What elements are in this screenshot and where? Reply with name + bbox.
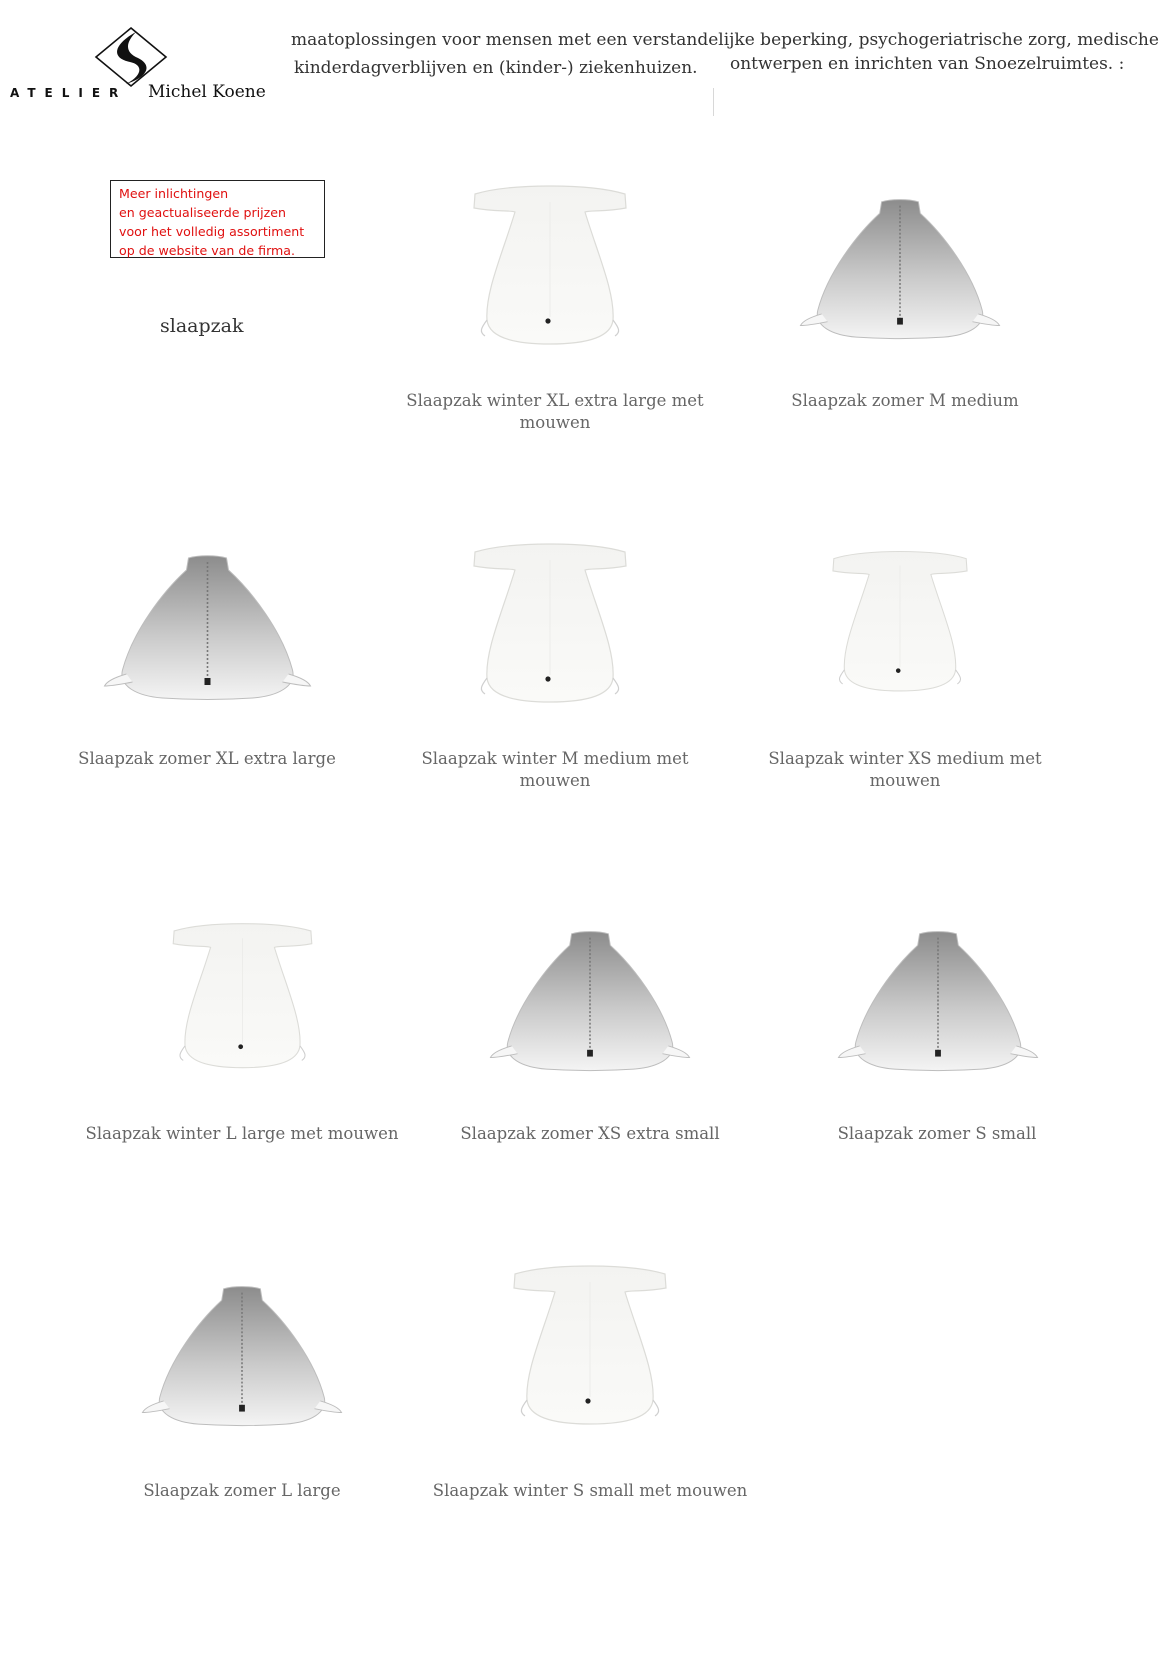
product-image-5[interactable] [165, 920, 320, 1075]
info-notice-box [110, 180, 325, 258]
header-divider [713, 88, 714, 116]
product-caption-2[interactable] [42, 748, 372, 770]
category-title: slaapzak [160, 315, 244, 337]
product-caption-3[interactable] [390, 748, 720, 792]
product-title[interactable]: Slaapzak winter L large met mouwen [85, 1124, 399, 1143]
product-caption-0[interactable] [390, 390, 720, 434]
notice-line: voor het volledig assortiment [119, 224, 305, 239]
product-image-9[interactable] [505, 1262, 675, 1432]
product-image-0[interactable] [465, 182, 635, 352]
logo-wordmark-michel-koene: Michel Koene [148, 82, 266, 102]
product-title[interactable]: Slaapzak winter XS medium met [768, 749, 1042, 768]
product-image-8[interactable] [132, 1283, 352, 1428]
product-caption-4[interactable] [740, 748, 1070, 792]
product-caption-7[interactable] [772, 1123, 1102, 1145]
notice-line: op de website van de firma. [119, 243, 296, 258]
product-caption-8[interactable] [77, 1480, 407, 1502]
header-tagline-line2b: ontwerpen en inrichten van Snoezelruimtes. : [730, 54, 1125, 74]
product-image-1[interactable] [790, 196, 1010, 341]
product-title[interactable]: Slaapzak winter XL extra large met [406, 391, 704, 410]
product-caption-6[interactable] [425, 1123, 755, 1145]
product-title-cont[interactable]: mouwen [519, 771, 591, 790]
header-tagline-line1: maatoplossingen voor mensen met een verstandelijke beperking, psychogeriatrische zorg, medische [291, 30, 1159, 50]
notice-line: en geactualiseerde prijzen [119, 205, 287, 220]
product-title[interactable]: Slaapzak zomer S small [837, 1124, 1037, 1143]
product-title[interactable]: Slaapzak winter M medium met [421, 749, 689, 768]
product-caption-1[interactable] [740, 390, 1070, 412]
notice-line: Meer inlichtingen [119, 186, 229, 201]
product-caption-5[interactable] [77, 1123, 407, 1145]
logo-wordmark-atelier: ATELIER [10, 86, 128, 100]
product-image-2[interactable] [95, 552, 320, 702]
product-title[interactable]: Slaapzak zomer M medium [791, 391, 1019, 410]
product-caption-9[interactable] [425, 1480, 755, 1502]
product-image-6[interactable] [480, 928, 700, 1073]
atelier-michel-koene-logo [96, 28, 166, 86]
product-title-cont[interactable]: mouwen [869, 771, 941, 790]
product-title[interactable]: Slaapzak zomer L large [143, 1481, 341, 1500]
header-tagline-line2a: kinderdagverblijven en (kinder-) ziekenhuizen. [294, 58, 698, 78]
product-title[interactable]: Slaapzak winter S small met mouwen [432, 1481, 748, 1500]
product-image-3[interactable] [465, 540, 635, 710]
product-title[interactable]: Slaapzak zomer XL extra large [78, 749, 336, 768]
product-title-cont[interactable]: mouwen [519, 413, 591, 432]
product-image-4[interactable] [825, 548, 975, 698]
product-title[interactable]: Slaapzak zomer XS extra small [460, 1124, 720, 1143]
product-image-7[interactable] [828, 928, 1048, 1073]
